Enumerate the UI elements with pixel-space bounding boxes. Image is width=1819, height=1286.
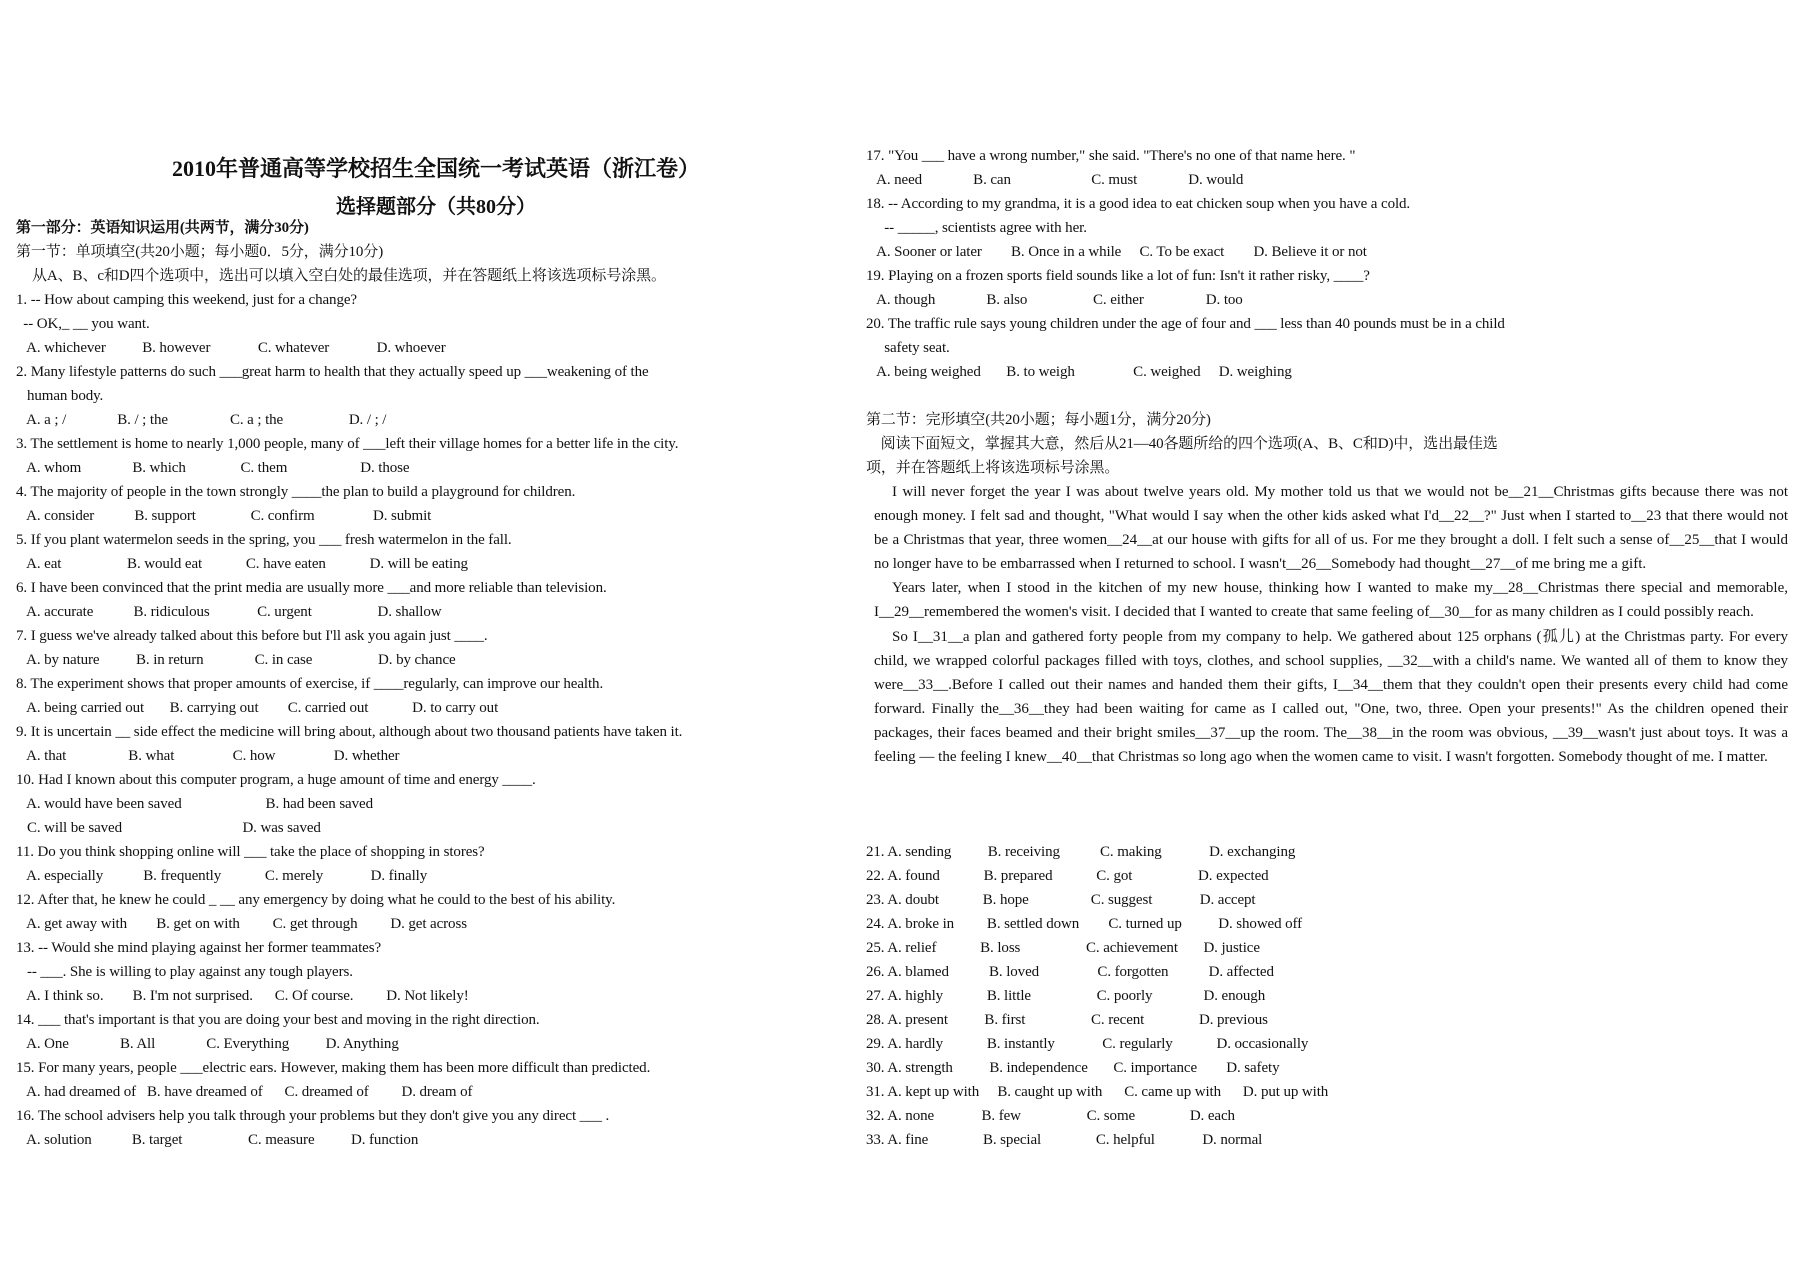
question-line: A. need B. can C. must D. would bbox=[866, 172, 1244, 188]
option-line: 28. A. present B. first C. recent D. previous bbox=[866, 1012, 1268, 1028]
question-line: A. though B. also C. either D. too bbox=[866, 292, 1243, 308]
section2-instruction-2: 项，并在答题纸上将该选项标号涂黑。 bbox=[866, 460, 1120, 476]
section1-heading: 第一节：单项填空(共20小题；每小题0．5分，满分10分) bbox=[16, 244, 384, 260]
question-line: 2. Many lifestyle patterns do such ___great harm to health that they actually speed up ___weakening of the bbox=[16, 364, 649, 380]
question-line: A. would have been saved B. had been saved bbox=[16, 796, 373, 812]
option-line: 25. A. relief B. loss C. achievement D. justice bbox=[866, 940, 1260, 956]
question-line: A. whom B. which C. them D. those bbox=[16, 460, 410, 476]
cloze-passage bbox=[874, 480, 1788, 769]
question-line: 14. ___ that's important is that you are doing your best and moving in the right direction. bbox=[16, 1012, 540, 1028]
question-line: human body. bbox=[16, 388, 104, 404]
question-line: 20. The traffic rule says young children under the age of four and ___ less than 40 pounds must be in a child bbox=[866, 316, 1505, 332]
question-line: A. a ; / B. / ; the C. a ; the D. / ; / bbox=[16, 412, 387, 428]
question-line: A. Sooner or later B. Once in a while C. To be exact D. Believe it or not bbox=[866, 244, 1367, 260]
question-line: A. accurate B. ridiculous C. urgent D. shallow bbox=[16, 604, 442, 620]
question-line: 9. It is uncertain __ side effect the medicine will bring about, although about two thousand patients have taken it. bbox=[16, 724, 683, 740]
question-line: 6. I have been convinced that the print media are usually more ___and more reliable than television. bbox=[16, 580, 607, 596]
question-line: A. get away with B. get on with C. get through D. get across bbox=[16, 916, 467, 932]
option-line: 32. A. none B. few C. some D. each bbox=[866, 1108, 1235, 1124]
question-line: 13. -- Would she mind playing against her former teammates? bbox=[16, 940, 382, 956]
question-line: 19. Playing on a frozen sports field sounds like a lot of fun: Isn't it rather risky, ____? bbox=[866, 268, 1370, 284]
question-line: 15. For many years, people ___electric ears. However, making them has been more difficult than predicted. bbox=[16, 1060, 651, 1076]
section2-instruction-1: 阅读下面短文，掌握其大意，然后从21—40各题所给的四个选项(A、B、C和D)中，选出最佳选 bbox=[866, 436, 1498, 452]
question-line: -- _____, scientists agree with her. bbox=[866, 220, 1087, 236]
question-line: 5. If you plant watermelon seeds in the spring, you ___ fresh watermelon in the fall. bbox=[16, 532, 512, 548]
option-line: 31. A. kept up with B. caught up with C. came up with D. put up with bbox=[866, 1084, 1329, 1100]
question-line: A. solution B. target C. measure D. function bbox=[16, 1132, 419, 1148]
question-line: A. especially B. frequently C. merely D. finally bbox=[16, 868, 428, 884]
page-title: 2010年普通高等学校招生全国统一考试英语（浙江卷） bbox=[171, 156, 700, 181]
option-line: 27. A. highly B. little C. poorly D. enough bbox=[866, 988, 1266, 1004]
section1-instruction: 从A、B、c和D四个选项中，选出可以填入空白处的最佳选项，并在答题纸上将该选项标号涂黑。 bbox=[32, 268, 666, 284]
question-line: safety seat. bbox=[866, 340, 950, 356]
question-line: C. will be saved D. was saved bbox=[16, 820, 321, 836]
page-subtitle: 选择题部分（共80分） bbox=[336, 196, 536, 218]
option-line: 26. A. blamed B. loved C. forgotten D. affected bbox=[866, 964, 1274, 980]
section2-heading: 第二节：完形填空(共20小题；每小题1分，满分20分) bbox=[866, 412, 1211, 428]
option-line: 29. A. hardly B. instantly C. regularly D. occasionally bbox=[866, 1036, 1309, 1052]
part1-heading: 第一部分：英语知识运用(共两节，满分30分) bbox=[16, 220, 309, 236]
passage-paragraph: So I__31__a plan and gathered forty people from my company to help. We gathered about 125 orphans (孤儿) at the Christmas party. For every child, we wrapped colorful packages filled with toys, clothes, and school supplies, __32__with a child's name. We wanted all of them to know they were__33__.Before I called out their names and handed them their gifts, I__34__them that they couldn't open their presents every child had come forward. Finally the__36__they had been waiting for came as I called out, "One, two, three. Open your presents!" As the children opened their packages, their faces beamed and their bright smiles__37__up the room. The__38__in the room was obvious, __39__wasn't just about toys. It was a feeling — the feeling I knew__40__that Christmas so long ago when the women came to visit. I wasn't forgotten. Somebody thought of me. I matter. bbox=[874, 628, 1788, 766]
passage-paragraph: Years later, when I stood in the kitchen of my new house, thinking how I wanted to make my__28__Christmas there special and memorable, I__29__remembered the women's visit. I decided that I wanted to create that same feeling of__30__for as many children as I could possibly reach. bbox=[874, 580, 1788, 621]
question-line: A. had dreamed of B. have dreamed of C. dreamed of D. dream of bbox=[16, 1084, 473, 1100]
question-line: A. that B. what C. how D. whether bbox=[16, 748, 400, 764]
question-line: 17. "You ___ have a wrong number," she said. "There's no one of that name here. " bbox=[866, 148, 1356, 164]
question-line: A. being carried out B. carrying out C. carried out D. to carry out bbox=[16, 700, 499, 716]
question-line: A. consider B. support C. confirm D. submit bbox=[16, 508, 432, 524]
question-line: 10. Had I known about this computer program, a huge amount of time and energy ____. bbox=[16, 772, 536, 788]
option-line: 24. A. broke in B. settled down C. turned up D. showed off bbox=[866, 916, 1303, 932]
question-line: 11. Do you think shopping online will ___ take the place of shopping in stores? bbox=[16, 844, 485, 860]
passage-paragraph: I will never forget the year I was about twelve years old. My mother told us that we would not be__21__Christmas gifts because there was not enough money. I felt sad and thought, "What would I say when the other kids asked what I'd__22__?" Just when I started to__23 that there would not be a Christmas that year, three women__24__at our house with gifts for all of us. For me they brought a doll. I felt such a sense of__25__that I would no longer have to be embarrassed when I returned to school. I wasn't__26__Somebody had thought__27__of me bring me a gift. bbox=[874, 484, 1788, 573]
question-line: 16. The school advisers help you talk through your problems but they don't give you any direct ___ . bbox=[16, 1108, 610, 1124]
option-line: 23. A. doubt B. hope C. suggest D. accept bbox=[866, 892, 1256, 908]
question-line: A. being weighed B. to weigh C. weighed D. weighing bbox=[866, 364, 1292, 380]
question-line: A. whichever B. however C. whatever D. whoever bbox=[16, 340, 446, 356]
question-line: 4. The majority of people in the town strongly ____the plan to build a playground for children. bbox=[16, 484, 576, 500]
question-line: 18. -- According to my grandma, it is a good idea to eat chicken soup when you have a cold. bbox=[866, 196, 1411, 212]
option-line: 21. A. sending B. receiving C. making D. exchanging bbox=[866, 844, 1296, 860]
question-line: -- OK,_ __ you want. bbox=[16, 316, 150, 332]
question-line: 8. The experiment shows that proper amounts of exercise, if ____regularly, can improve our health. bbox=[16, 676, 604, 692]
question-line: -- ___. She is willing to play against any tough players. bbox=[16, 964, 353, 980]
option-line: 22. A. found B. prepared C. got D. expected bbox=[866, 868, 1269, 884]
question-line: 1. -- How about camping this weekend, just for a change? bbox=[16, 292, 357, 308]
question-line: A. I think so. B. I'm not surprised. C. Of course. D. Not likely! bbox=[16, 988, 469, 1004]
question-line: A. One B. All C. Everything D. Anything bbox=[16, 1036, 399, 1052]
question-line: A. eat B. would eat C. have eaten D. will be eating bbox=[16, 556, 468, 572]
option-line: 33. A. fine B. special C. helpful D. normal bbox=[866, 1132, 1263, 1148]
question-line: 7. I guess we've already talked about this before but I'll ask you again just ____. bbox=[16, 628, 488, 644]
option-line: 30. A. strength B. independence C. importance D. safety bbox=[866, 1060, 1280, 1076]
question-line: 3. The settlement is home to nearly 1,000 people, many of ___left their village homes for a better life in the city. bbox=[16, 436, 679, 452]
question-line: A. by nature B. in return C. in case D. by chance bbox=[16, 652, 456, 668]
question-line: 12. After that, he knew he could _ __ any emergency by doing what he could to the best of his ability. bbox=[16, 892, 616, 908]
